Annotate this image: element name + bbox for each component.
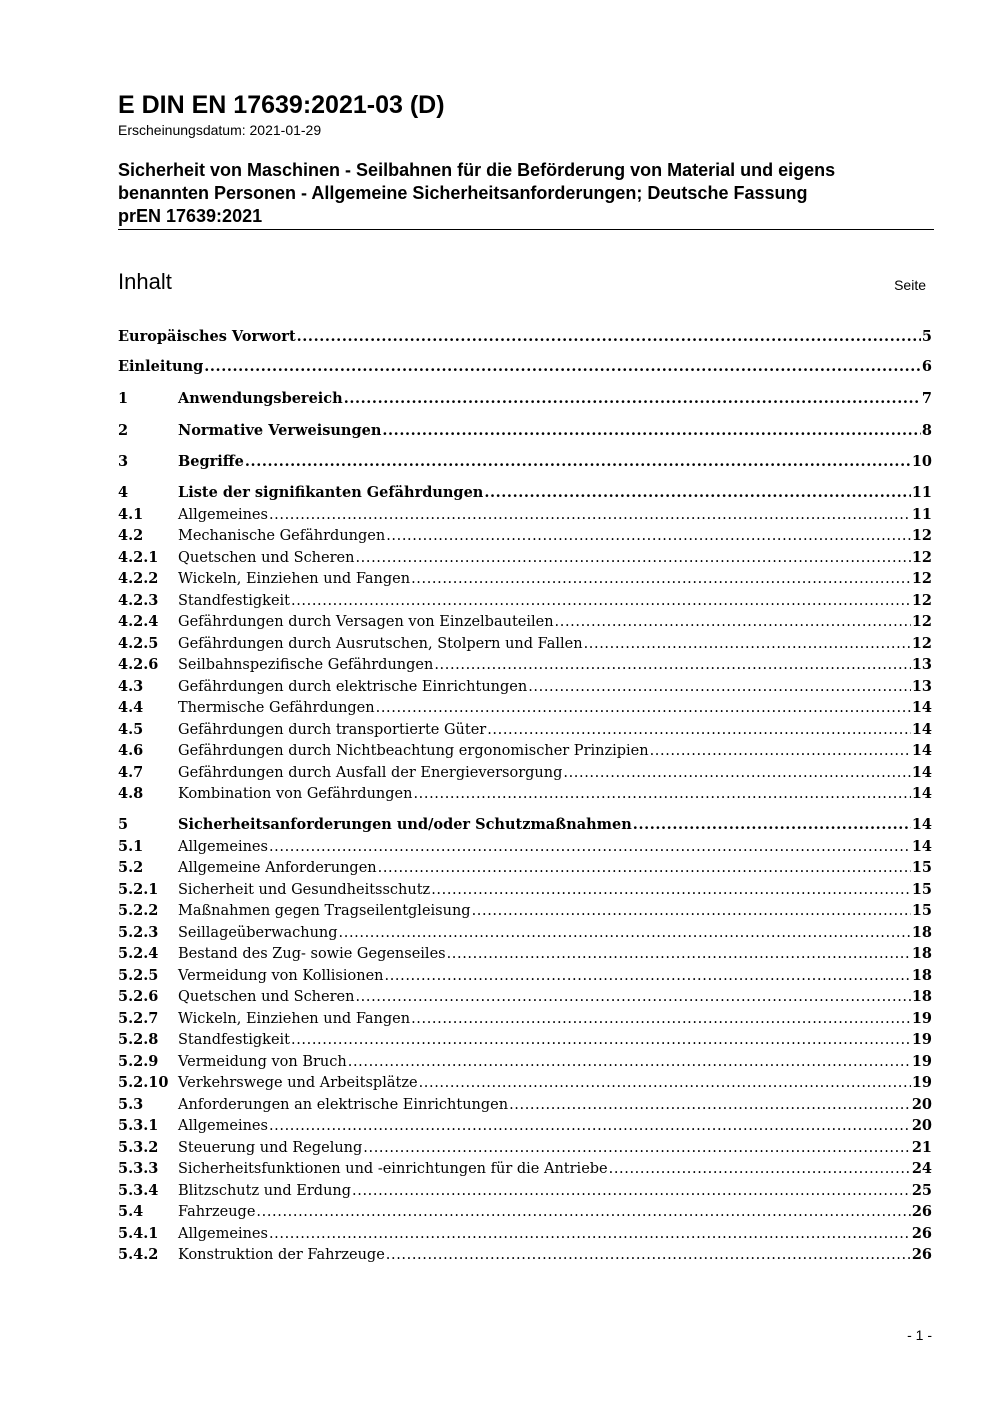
toc-leader-dots bbox=[352, 1181, 911, 1202]
toc-entry-title: Gefährdungen durch Ausfall der Energieversorgung bbox=[178, 765, 563, 781]
toc-page-label: Seite bbox=[894, 277, 926, 293]
toc-entry-page: 18 bbox=[911, 945, 932, 962]
toc-entry-title: Kombination von Gefährdungen bbox=[178, 786, 413, 802]
toc-entry-title: Thermische Gefährdungen bbox=[178, 700, 375, 716]
toc-entry-page: 12 bbox=[911, 635, 932, 652]
toc-leader-dots bbox=[584, 634, 911, 655]
toc-entry[interactable] bbox=[118, 814, 932, 835]
title-line: prEN 17639:2021 bbox=[118, 206, 263, 226]
toc-entry-title: Gefährdungen durch transportierte Güter bbox=[178, 722, 487, 738]
toc-entry-page: 14 bbox=[911, 742, 932, 759]
toc-entry[interactable] bbox=[118, 697, 932, 718]
toc-entry-number: 5.2.8 bbox=[118, 1031, 159, 1048]
toc-entry[interactable] bbox=[118, 1008, 932, 1029]
toc-entry-title: Einleitung bbox=[118, 358, 204, 375]
toc-entry[interactable] bbox=[118, 633, 932, 654]
toc-entry-title: Standfestigkeit bbox=[178, 593, 290, 609]
toc-entry[interactable] bbox=[118, 676, 932, 697]
toc-entry-title: Wickeln, Einziehen und Fangen bbox=[178, 571, 411, 587]
toc-entry-number: 5.3.1 bbox=[118, 1117, 159, 1134]
toc-entry[interactable] bbox=[118, 1115, 932, 1136]
toc-entry-number: 4.2.4 bbox=[118, 613, 159, 630]
toc-entry[interactable] bbox=[118, 547, 932, 568]
toc-leader-dots bbox=[431, 880, 911, 901]
toc-entry-page: 12 bbox=[911, 592, 932, 609]
toc-entry[interactable] bbox=[118, 1029, 932, 1050]
toc-entry-title: Fahrzeuge bbox=[178, 1204, 256, 1220]
toc-leader-dots bbox=[484, 482, 910, 503]
toc-entry-title: Quetschen und Scheren bbox=[178, 550, 355, 566]
toc-entry-page: 8 bbox=[921, 422, 932, 439]
toc-entry-page: 12 bbox=[911, 527, 932, 544]
toc-entry-page: 14 bbox=[911, 721, 932, 738]
toc-entry[interactable] bbox=[118, 943, 932, 964]
toc-entry[interactable] bbox=[118, 356, 932, 377]
toc-leader-dots bbox=[269, 1224, 911, 1245]
toc-entry-number: 4.1 bbox=[118, 506, 144, 523]
toc-entry-title: Konstruktion der Fahrzeuge bbox=[178, 1247, 385, 1263]
toc-entry-page: 5 bbox=[921, 328, 932, 345]
toc-entry[interactable] bbox=[118, 783, 932, 804]
toc-entry[interactable] bbox=[118, 900, 932, 921]
toc-entry-page: 21 bbox=[911, 1139, 932, 1156]
toc-entry-page: 11 bbox=[911, 506, 932, 523]
toc-entry[interactable] bbox=[118, 1180, 932, 1201]
toc-leader-dots bbox=[344, 388, 921, 409]
toc-entry-number: 4.2.6 bbox=[118, 656, 159, 673]
toc-leader-dots bbox=[434, 655, 910, 676]
toc-entry-title: Wickeln, Einziehen und Fangen bbox=[178, 1011, 411, 1027]
toc-entry-number: 4.2.5 bbox=[118, 635, 159, 652]
toc-entry-number: 5.2.7 bbox=[118, 1010, 159, 1027]
toc-entry[interactable] bbox=[118, 857, 932, 878]
toc-leader-dots bbox=[204, 356, 921, 377]
toc-entry-title: Bestand des Zug- sowie Gegenseiles bbox=[178, 946, 446, 962]
toc-entry-title: Allgemeines bbox=[178, 1226, 268, 1242]
toc-entry-number: 5.4.2 bbox=[118, 1246, 159, 1263]
toc-entry-title: Normative Verweisungen bbox=[178, 422, 382, 439]
toc-leader-dots bbox=[563, 763, 910, 784]
toc-entry-number: 4.6 bbox=[118, 742, 144, 759]
toc-entry[interactable] bbox=[118, 1051, 932, 1072]
toc-entry-title: Begriffe bbox=[178, 453, 244, 470]
toc-entry-page: 26 bbox=[911, 1225, 932, 1242]
toc-entry-number: 5.3 bbox=[118, 1096, 144, 1113]
toc-entry-number: 5.2.6 bbox=[118, 988, 159, 1005]
toc-entry[interactable] bbox=[118, 1094, 932, 1115]
toc-entry-number: 5.3.2 bbox=[118, 1139, 159, 1156]
toc-leader-dots bbox=[382, 420, 921, 441]
toc-leader-dots bbox=[269, 837, 911, 858]
toc-entry-number: 5.2.2 bbox=[118, 902, 159, 919]
toc-leader-dots bbox=[472, 901, 911, 922]
toc-leader-dots bbox=[650, 741, 911, 762]
toc-leader-dots bbox=[487, 720, 911, 741]
toc-entry-number: 4.5 bbox=[118, 721, 144, 738]
toc-entry-title: Verkehrswege und Arbeitsplätze bbox=[178, 1075, 418, 1091]
toc-entry[interactable] bbox=[118, 451, 932, 472]
toc-leader-dots bbox=[509, 1095, 911, 1116]
toc-entry-title: Allgemeines bbox=[178, 839, 268, 855]
toc-entry-page: 6 bbox=[921, 358, 932, 375]
toc-entry-number: 5.3.4 bbox=[118, 1182, 159, 1199]
toc-entry-number: 5.1 bbox=[118, 838, 144, 855]
toc-leader-dots bbox=[411, 569, 911, 590]
toc-entry-title: Europäisches Vorwort bbox=[118, 328, 296, 345]
toc-entry-page: 14 bbox=[911, 816, 932, 833]
toc-entry-title: Steuerung und Regelung bbox=[178, 1140, 363, 1156]
toc-entry[interactable] bbox=[118, 879, 932, 900]
toc-entry-title: Anwendungsbereich bbox=[178, 390, 343, 407]
toc-entry[interactable] bbox=[118, 388, 932, 409]
toc-leader-dots bbox=[447, 944, 911, 965]
toc-leader-dots bbox=[291, 591, 911, 612]
toc-leader-dots bbox=[297, 326, 921, 347]
toc-entry-page: 18 bbox=[911, 967, 932, 984]
toc-entry[interactable] bbox=[118, 590, 932, 611]
toc-leader-dots bbox=[291, 1030, 911, 1051]
toc-entry-page: 14 bbox=[911, 764, 932, 781]
toc-entry[interactable] bbox=[118, 1244, 932, 1265]
toc-entry[interactable] bbox=[118, 986, 932, 1007]
toc-entry-number: 5.2.4 bbox=[118, 945, 159, 962]
toc-entry-number: 5.2.5 bbox=[118, 967, 159, 984]
toc-entry-title: Liste der signifikanten Gefährdungen bbox=[178, 484, 484, 501]
toc-entry[interactable] bbox=[118, 611, 932, 632]
toc-leader-dots bbox=[386, 526, 911, 547]
toc-entry-page: 15 bbox=[911, 902, 932, 919]
toc-entry[interactable] bbox=[118, 965, 932, 986]
toc-entry-title: Vermeidung von Kollisionen bbox=[178, 968, 384, 984]
toc-entry-page: 10 bbox=[911, 453, 932, 470]
toc-entry-title: Seillageüberwachung bbox=[178, 925, 338, 941]
toc-entry-page: 13 bbox=[911, 678, 932, 695]
toc-entry-title: Sicherheit und Gesundheitsschutz bbox=[178, 882, 431, 898]
toc-entry-title: Standfestigkeit bbox=[178, 1032, 290, 1048]
toc-entry-page: 26 bbox=[911, 1246, 932, 1263]
toc-leader-dots bbox=[355, 548, 910, 569]
toc-entry-number: 4.2.2 bbox=[118, 570, 159, 587]
toc-leader-dots bbox=[245, 451, 911, 472]
toc-entry-number: 5.2.3 bbox=[118, 924, 159, 941]
toc-entry-page: 14 bbox=[911, 785, 932, 802]
toc-entry-number: 5.2.1 bbox=[118, 881, 159, 898]
toc-entry-number: 4.8 bbox=[118, 785, 144, 802]
toc-entry-page: 12 bbox=[911, 549, 932, 566]
toc-entry[interactable] bbox=[118, 525, 932, 546]
toc-entry[interactable] bbox=[118, 420, 932, 441]
toc-entry-number: 4.4 bbox=[118, 699, 144, 716]
toc-entry-number: 4.2.3 bbox=[118, 592, 159, 609]
toc-entry-number: 4.2.1 bbox=[118, 549, 159, 566]
toc-heading: Inhalt bbox=[118, 269, 172, 294]
toc-leader-dots bbox=[355, 987, 910, 1008]
toc-entry-title: Blitzschutz und Erdung bbox=[178, 1183, 352, 1199]
toc-leader-dots bbox=[339, 923, 911, 944]
toc-entry[interactable] bbox=[118, 504, 932, 525]
toc-leader-dots bbox=[376, 698, 911, 719]
toc-entry-page: 12 bbox=[911, 613, 932, 630]
title-line: benannten Personen - Allgemeine Sicherheitsanforderungen; Deutsche Fassung bbox=[118, 183, 808, 203]
toc-entry-page: 20 bbox=[911, 1096, 932, 1113]
toc-entry-number: 1 bbox=[118, 390, 129, 407]
toc-entry-title: Gefährdungen durch Ausrutschen, Stolpern und Fallen bbox=[178, 636, 583, 652]
toc-entry-page: 19 bbox=[911, 1031, 932, 1048]
toc-entry-title: Sicherheitsfunktionen und -einrichtungen für die Antriebe bbox=[178, 1161, 608, 1177]
toc-entry-page: 7 bbox=[921, 390, 932, 407]
toc-entry-number: 3 bbox=[118, 453, 129, 470]
toc-leader-dots bbox=[633, 814, 911, 835]
toc-entry-title: Mechanische Gefährdungen bbox=[178, 528, 386, 544]
toc-leader-dots bbox=[609, 1159, 911, 1180]
toc-entry-title: Vermeidung von Bruch bbox=[178, 1054, 347, 1070]
toc-entry-page: 14 bbox=[911, 838, 932, 855]
toc-leader-dots bbox=[269, 1116, 911, 1137]
toc-leader-dots bbox=[555, 612, 911, 633]
toc-entry[interactable] bbox=[118, 1201, 932, 1222]
toc-leader-dots bbox=[411, 1009, 911, 1030]
toc-leader-dots bbox=[256, 1202, 910, 1223]
toc-entry-title: Gefährdungen durch elektrische Einrichtungen bbox=[178, 679, 528, 695]
toc-entry-number: 5.3.3 bbox=[118, 1160, 159, 1177]
toc-entry-number: 5.4 bbox=[118, 1203, 144, 1220]
toc-entry-number: 5.2 bbox=[118, 859, 144, 876]
toc-leader-dots bbox=[386, 1245, 911, 1266]
toc-entry-title: Sicherheitsanforderungen und/oder Schutzmaßnahmen bbox=[178, 816, 632, 833]
toc-entry-page: 26 bbox=[911, 1203, 932, 1220]
toc-leader-dots bbox=[385, 966, 911, 987]
document-id: E DIN EN 17639:2021-03 (D) bbox=[118, 91, 445, 119]
toc-leader-dots bbox=[378, 858, 911, 879]
toc-entry-page: 19 bbox=[911, 1010, 932, 1027]
toc-entry-title: Seilbahnspezifische Gefährdungen bbox=[178, 657, 434, 673]
toc-entry[interactable] bbox=[118, 762, 932, 783]
publication-date: Erscheinungsdatum: 2021-01-29 bbox=[118, 122, 322, 138]
toc-entry-number: 5.2.10 bbox=[118, 1074, 169, 1091]
toc-entry-page: 12 bbox=[911, 570, 932, 587]
toc-entry[interactable] bbox=[118, 1072, 932, 1093]
toc-entry[interactable] bbox=[118, 1158, 932, 1179]
toc-entry-number: 5.4.1 bbox=[118, 1225, 159, 1242]
toc-entry[interactable] bbox=[118, 1223, 932, 1244]
toc-entry-page: 11 bbox=[911, 484, 932, 501]
toc-entry-page: 19 bbox=[911, 1053, 932, 1070]
toc-entry-title: Quetschen und Scheren bbox=[178, 989, 355, 1005]
toc-entry-page: 13 bbox=[911, 656, 932, 673]
toc-entry-page: 25 bbox=[911, 1182, 932, 1199]
toc-entry-number: 4.3 bbox=[118, 678, 144, 695]
toc-leader-dots bbox=[419, 1073, 911, 1094]
toc-entry-page: 14 bbox=[911, 699, 932, 716]
toc-entry-number: 4 bbox=[118, 484, 129, 501]
toc-entry[interactable] bbox=[118, 568, 932, 589]
toc-entry-title: Gefährdungen durch Versagen von Einzelbauteilen bbox=[178, 614, 554, 630]
toc-entry[interactable] bbox=[118, 836, 932, 857]
toc-entry[interactable] bbox=[118, 922, 932, 943]
toc-leader-dots bbox=[269, 505, 911, 526]
toc-entry-number: 4.7 bbox=[118, 764, 144, 781]
toc-entry-title: Allgemeines bbox=[178, 507, 268, 523]
toc-entry-title: Anforderungen an elektrische Einrichtungen bbox=[178, 1097, 509, 1113]
toc-entry-title: Maßnahmen gegen Tragseilentgleisung bbox=[178, 903, 471, 919]
toc-entry-page: 19 bbox=[911, 1074, 932, 1091]
toc-entry[interactable] bbox=[118, 654, 932, 675]
toc-entry-number: 5.2.9 bbox=[118, 1053, 159, 1070]
toc-entry-page: 15 bbox=[911, 859, 932, 876]
toc-entry-number: 5 bbox=[118, 816, 129, 833]
toc-entry-number: 2 bbox=[118, 422, 129, 439]
page-number: - 1 - bbox=[907, 1327, 932, 1343]
toc-leader-dots bbox=[413, 784, 910, 805]
header-divider bbox=[118, 229, 934, 230]
toc-entry-page: 24 bbox=[911, 1160, 932, 1177]
title-line: Sicherheit von Maschinen - Seilbahnen für die Beförderung von Material und eigens bbox=[118, 160, 836, 180]
toc-entry-page: 15 bbox=[911, 881, 932, 898]
toc-entry-number: 4.2 bbox=[118, 527, 144, 544]
toc-entry-page: 18 bbox=[911, 924, 932, 941]
toc-entry[interactable] bbox=[118, 482, 932, 503]
toc-entry[interactable] bbox=[118, 326, 932, 347]
toc-entry[interactable] bbox=[118, 1137, 932, 1158]
toc-entry-title: Allgemeines bbox=[178, 1118, 268, 1134]
toc-entry-page: 18 bbox=[911, 988, 932, 1005]
toc-entry-page: 20 bbox=[911, 1117, 932, 1134]
toc-leader-dots bbox=[348, 1052, 911, 1073]
toc-entry[interactable] bbox=[118, 719, 932, 740]
toc-leader-dots bbox=[363, 1138, 911, 1159]
toc-entry-title: Gefährdungen durch Nichtbeachtung ergonomischer Prinzipien bbox=[178, 743, 649, 759]
toc-entry-title: Allgemeine Anforderungen bbox=[178, 860, 377, 876]
document-title bbox=[118, 159, 934, 228]
toc-entry[interactable] bbox=[118, 740, 932, 761]
toc-leader-dots bbox=[528, 677, 911, 698]
